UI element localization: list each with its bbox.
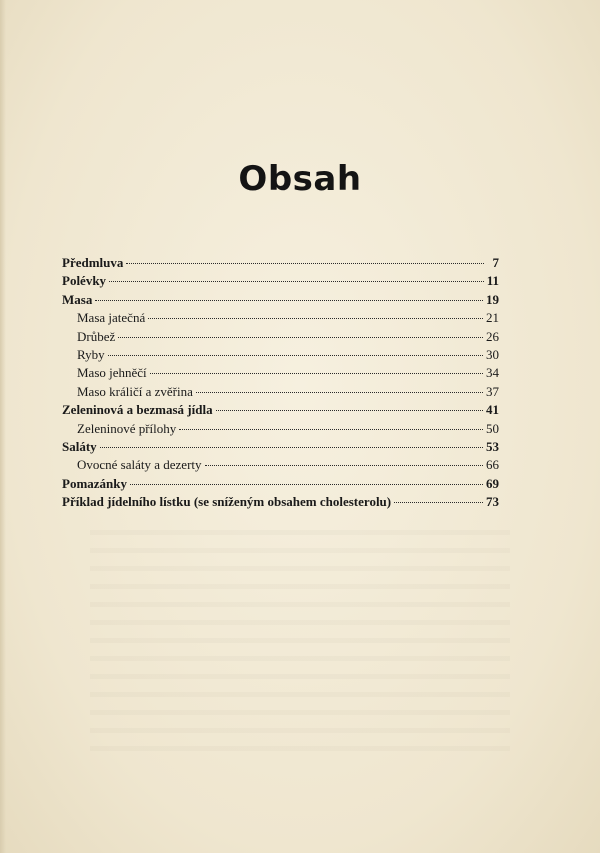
toc-entry-label: Zeleninová a bezmasá jídla: [62, 402, 213, 418]
toc-entry: [62, 383, 499, 401]
toc-page-number: 30: [486, 346, 499, 362]
dot-leader: [130, 484, 483, 485]
toc-entry: [62, 328, 499, 346]
toc-entry-label: Ovocné saláty a dezerty: [77, 457, 202, 473]
toc-entry-label: Maso králičí a zvěřina: [77, 383, 193, 399]
toc-entry: [62, 456, 499, 474]
toc-page-number: 34: [486, 365, 499, 381]
dot-leader: [109, 281, 484, 282]
toc-page-number: 69: [486, 475, 499, 491]
table-of-contents: [62, 254, 499, 511]
toc-page-number: 11: [486, 273, 499, 289]
toc-entry-label: Drůbež: [77, 328, 116, 344]
dot-leader: [205, 465, 483, 466]
toc-entry-label: Ryby: [77, 346, 105, 362]
dot-leader: [148, 318, 483, 319]
toc-page-number: 41: [486, 402, 499, 418]
toc-entry-label: Předmluva: [62, 255, 124, 270]
dot-leader: [196, 392, 483, 393]
toc-entry: [62, 272, 499, 290]
toc-entry: [62, 438, 499, 456]
toc-entry-label: Saláty: [62, 438, 97, 454]
dot-leader: [126, 263, 484, 264]
toc-entry: [62, 401, 499, 419]
toc-entry: [62, 254, 499, 272]
toc-entry: [62, 346, 499, 364]
toc-page-number: 26: [486, 328, 499, 344]
toc-entry-label: Polévky: [62, 273, 107, 289]
toc-page-number: 7: [492, 255, 499, 270]
toc-entry-label: Pomazánky: [62, 475, 127, 491]
toc-entry: [62, 291, 499, 309]
dot-leader: [179, 429, 483, 430]
toc-entry: [62, 475, 499, 493]
dot-leader: [394, 502, 483, 503]
dot-leader: [95, 300, 483, 301]
toc-entry-label: Maso jehněčí: [77, 365, 147, 381]
dot-leader: [118, 337, 483, 338]
show-through-text: [90, 530, 510, 760]
toc-page-number: 66: [486, 457, 499, 473]
page-title: Obsah: [238, 158, 362, 199]
toc-entry: [62, 309, 499, 327]
toc-page-number: 19: [486, 291, 499, 307]
toc-entry-label: Masa: [62, 291, 93, 307]
toc-entry-label: Masa jatečná: [77, 310, 146, 326]
toc-page-number: 73: [486, 494, 499, 510]
toc-entry-label: Příklad jídelního lístku (se sníženým obsahem cholesterolu): [62, 494, 392, 510]
toc-entry-label: Zeleninové přílohy: [77, 420, 177, 436]
toc-entry: [62, 493, 499, 511]
dot-leader: [100, 447, 483, 448]
dot-leader: [150, 373, 483, 374]
dot-leader: [216, 410, 483, 411]
toc-page-number: 21: [486, 310, 499, 326]
toc-entry: [62, 420, 499, 438]
dot-leader: [108, 355, 483, 356]
toc-entry: [62, 364, 499, 382]
toc-page-number: 50: [486, 420, 499, 436]
toc-page-number: 53: [486, 438, 499, 454]
toc-page-number: 37: [486, 383, 499, 399]
